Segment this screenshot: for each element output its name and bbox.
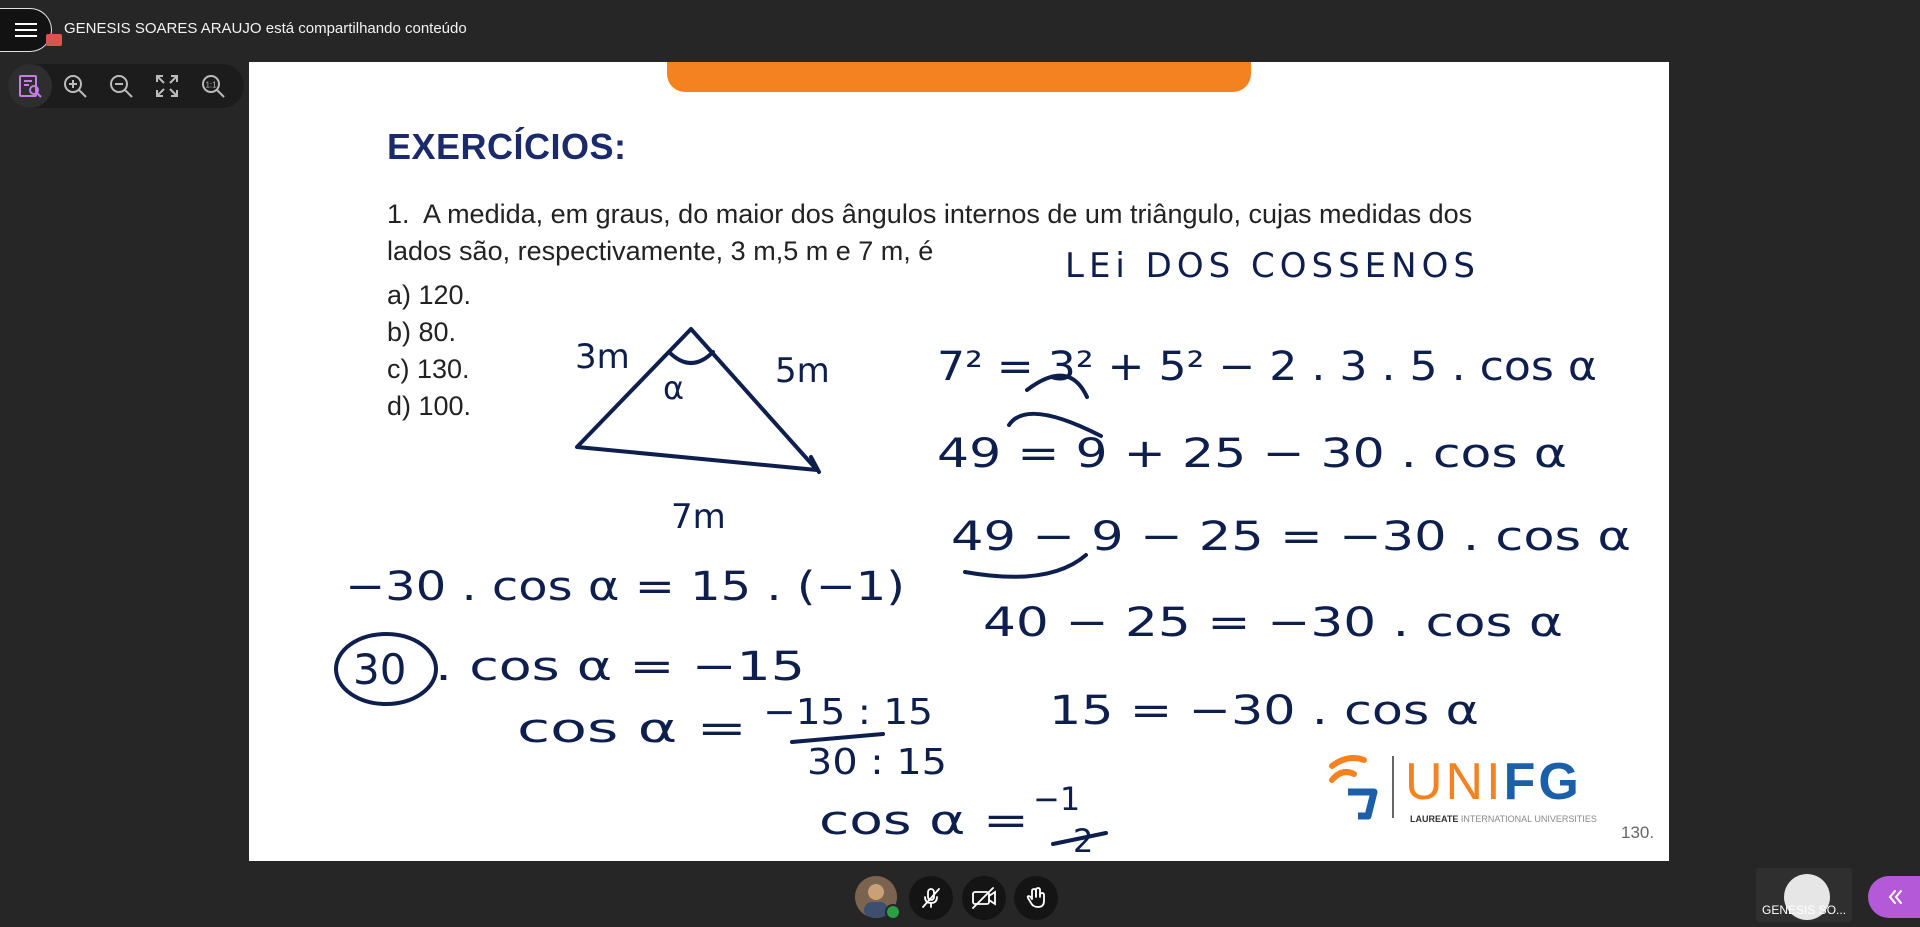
handwriting-layer	[249, 62, 1669, 861]
left-step-3-numerator: −15 : 15	[763, 692, 933, 733]
side-b-label: 5m	[775, 351, 830, 391]
unifg-mark-icon	[1324, 752, 1394, 822]
zoom-in-icon	[62, 73, 88, 99]
chevron-double-left-icon	[1886, 888, 1904, 906]
equation-3: 49 − 9 − 25 = −30 . cos α	[951, 514, 1631, 560]
camera-off-icon	[971, 886, 997, 910]
actual-size-button[interactable]	[190, 64, 236, 108]
screen-share-icon	[46, 34, 62, 46]
bottom-control-bar	[0, 862, 1920, 927]
question-line-1: A medida, em graus, do maior dos ângulos internos de um triângulo, cujas medidas dos	[423, 199, 1473, 229]
zoom-out-button[interactable]	[98, 64, 144, 108]
search-document-icon	[17, 73, 43, 99]
equation-2: 49 = 9 + 25 − 30 . cos α	[937, 431, 1567, 477]
annotation-view-button[interactable]	[8, 64, 52, 108]
left-step-3-denominator: 30 : 15	[807, 742, 947, 783]
question-number: 1.	[387, 199, 410, 229]
top-bar	[0, 0, 1920, 60]
option-b: b) 80.	[387, 317, 457, 347]
option-a: a) 120.	[387, 280, 472, 310]
heading-lei-cossenos: LEi DOS COSSENOS	[1065, 246, 1480, 286]
left-step-4-denominator: 2	[1073, 822, 1094, 860]
left-step-1: −30 . cos α = 15 . (−1)	[345, 564, 905, 610]
left-step-2-circled: 30	[353, 645, 407, 694]
left-step-4-numerator: −1	[1033, 780, 1081, 818]
shared-slide	[249, 62, 1669, 861]
zoom-toolbar	[8, 64, 244, 108]
equation-4: 40 − 25 = −30 . cos α	[983, 600, 1563, 646]
collaborate-panel-button[interactable]	[1868, 876, 1920, 918]
zoom-1to1-icon	[200, 73, 226, 99]
microphone-button[interactable]	[909, 876, 953, 920]
page-number: 130.	[1621, 823, 1655, 842]
unifg-logo	[1314, 752, 1614, 832]
hand-icon	[1024, 886, 1048, 910]
microphone-off-icon	[919, 886, 943, 910]
zoom-out-icon	[108, 73, 134, 99]
expand-icon	[154, 73, 180, 99]
side-c-label: 7m	[671, 497, 726, 537]
status-check-icon	[885, 904, 901, 920]
equation-1: 7² = 3² + 5² − 2 . 3 . 5 . cos α	[937, 344, 1597, 390]
question-line-2: lados são, respectivamente, 3 m,5 m e 7 m, é	[387, 236, 934, 266]
participant-name: GENESIS SO...	[1762, 903, 1847, 917]
logo-laureate: LAUREATE	[1410, 814, 1459, 824]
logo-universities: INTERNATIONAL UNIVERSITIES	[1458, 814, 1597, 824]
left-step-2: . cos α = −15	[435, 644, 805, 690]
logo-uni-text: UNI	[1405, 753, 1504, 811]
zoom-in-button[interactable]	[52, 64, 98, 108]
raise-hand-button[interactable]	[1014, 876, 1058, 920]
angle-arc	[669, 352, 713, 363]
option-c: c) 130.	[387, 354, 470, 384]
main-menu-button[interactable]	[0, 8, 52, 52]
svg-text:1:1: 1:1	[205, 80, 217, 90]
slide-title: EXERCÍCIOS:	[387, 126, 627, 167]
angle-label: α	[663, 369, 685, 407]
fit-screen-button[interactable]	[144, 64, 190, 108]
logo-fg-text: FG	[1503, 753, 1582, 811]
camera-button[interactable]	[962, 876, 1006, 920]
left-step-3: cos α =	[517, 706, 747, 752]
side-a-label: 3m	[575, 337, 630, 377]
option-d: d) 100.	[387, 391, 472, 421]
left-step-4: cos α =	[819, 798, 1029, 844]
equation-5: 15 = −30 . cos α	[1049, 688, 1479, 734]
hamburger-icon	[15, 23, 37, 37]
sharing-status-text: GENESIS SOARES ARAUJO está compartilhando conteúdo	[64, 20, 467, 37]
